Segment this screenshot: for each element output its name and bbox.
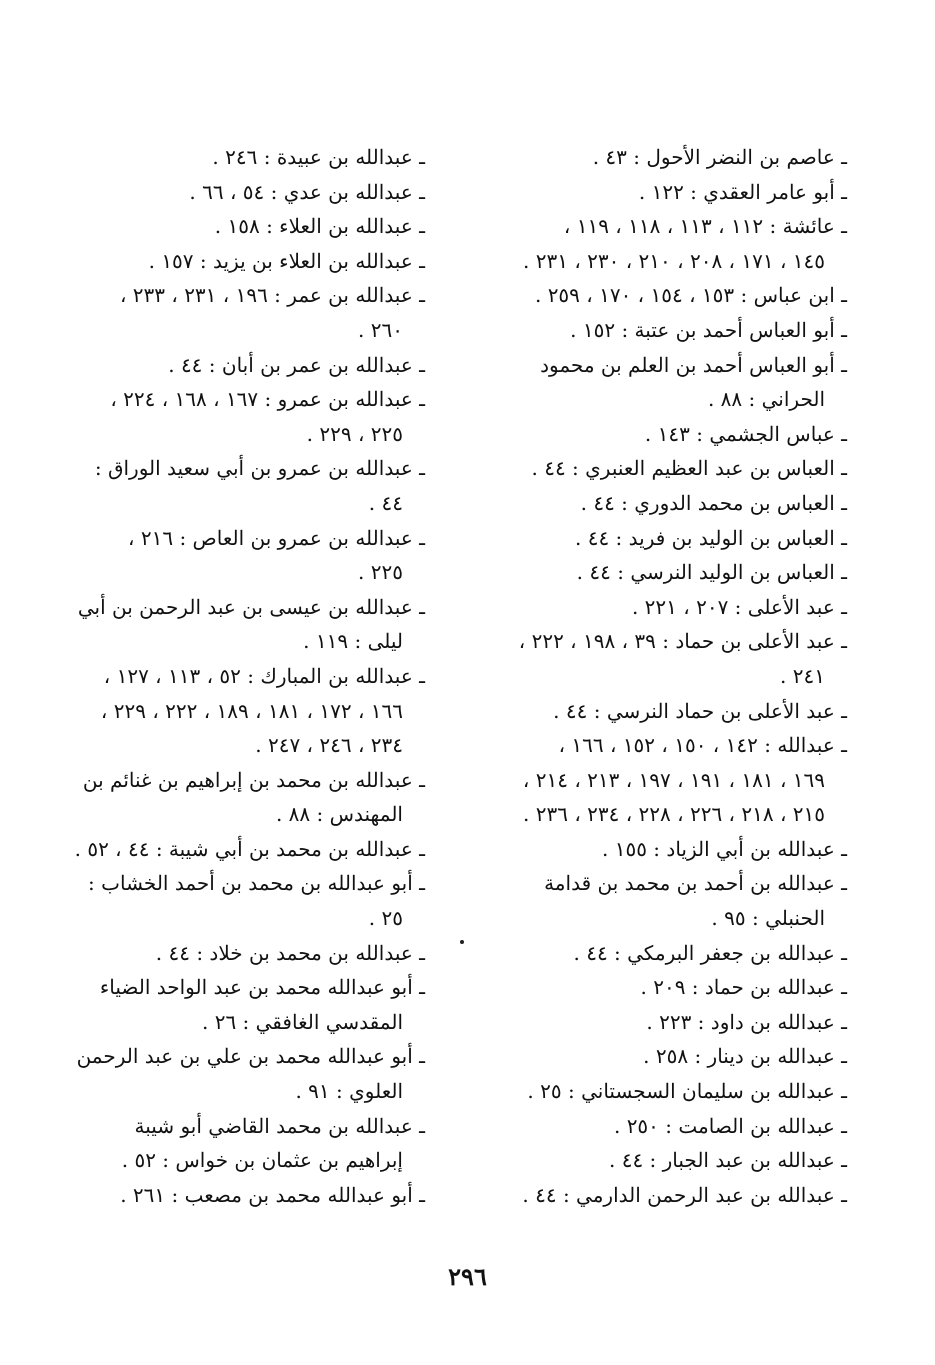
index-entry-line: ـ عبدالله بن محمد بن أبي شيبة : ٤٤ ، ٥٢ . <box>74 836 425 861</box>
index-entry <box>487 486 847 521</box>
index-entry-line: ـ عبدالله بن داود : ٢٢٣ . <box>646 1009 847 1034</box>
index-entry-continuation: إبراهيم بن عثمان بن خواس : ٥٢ . <box>121 1148 403 1173</box>
index-entry <box>77 590 425 659</box>
index-entry-continuation: ١٤٥ ، ١٧١ ، ٢٠٨ ، ٢١٠ ، ٢٣٠ ، ٢٣١ . <box>523 248 825 273</box>
index-entry-continuation: الحنبلي : ٩٥ . <box>711 906 825 931</box>
index-entry-line: ـ أبو عبدالله محمد بن مصعب : ٢٦١ . <box>120 1182 425 1207</box>
index-entry-line: ـ العباس بن الوليد النرسي : ٤٤ . <box>576 560 847 585</box>
index-entry <box>487 1039 847 1074</box>
index-entry-line: ـ عبدالله بن العلاء بن يزيد : ١٥٧ . <box>148 248 425 273</box>
index-entry <box>487 694 847 729</box>
index-entry <box>487 590 847 625</box>
index-entry-line: ـ عبدالله بن عبد الجبار : ٤٤ . <box>608 1148 847 1173</box>
index-entry-line: ـ أبو العباس أحمد بن العلم بن محمود <box>540 352 847 377</box>
index-entry-line: ـ عبدالله بن عمر : ١٩٦ ، ٢٣١ ، ٢٣٣ ، <box>119 283 425 308</box>
index-entry-continuation: ليلى : ١١٩ . <box>303 629 403 654</box>
index-entry-line: ـ عبدالله بن عدي : ٥٤ ، ٦٦ . <box>189 179 425 204</box>
index-entry-line: ـ عبدالله بن أحمد بن محمد بن قدامة <box>544 871 847 896</box>
index-entry-continuation: ٢٦٠ . <box>358 317 403 342</box>
index-entry <box>487 521 847 556</box>
index-entry-line: ـ عباس الجشمي : ١٤٣ . <box>644 421 847 446</box>
index-entry-line: ـ عبدالله بن عمرو بن أبي سعيد الوراق : <box>94 456 425 481</box>
index-entry <box>487 1109 847 1144</box>
index-entry <box>80 1178 425 1213</box>
index-entry-line: ـ عبدالله بن عمرو : ١٦٧ ، ١٦٨ ، ٢٢٤ ، <box>110 387 425 412</box>
index-entry <box>80 936 425 971</box>
index-entry-line: ـ عبدالله بن جعفر البرمكي : ٤٤ . <box>573 940 847 965</box>
index-entry <box>487 936 847 971</box>
index-entry-line: ـ أبو عبدالله محمد بن علي بن عبد الرحمن <box>76 1044 425 1069</box>
index-entry <box>487 175 847 210</box>
index-entry-line: ـ أبو عبدالله بن محمد بن أحمد الخشاب : <box>88 871 425 896</box>
index-entry <box>487 451 847 486</box>
index-entry <box>80 140 425 175</box>
stray-dot <box>460 940 464 944</box>
index-entry-line: ـ أبو عامر العقدي : ١٢٢ . <box>638 179 847 204</box>
index-entry-continuation: ٢٤١ . <box>780 663 825 688</box>
index-entry-line: ـ عبد الأعلى بن حماد : ٣٩ ، ١٩٨ ، ٢٢٢ ، <box>518 629 847 654</box>
index-entry-line: ـ عبدالله بن حماد : ٢٠٩ . <box>640 975 847 1000</box>
index-entry-line: ـ عبد الأعلى : ٢٠٧ ، ٢٢١ . <box>631 594 847 619</box>
index-entry <box>487 866 847 935</box>
index-entry-line: ـ عبدالله : ١٤٢ ، ١٥٠ ، ١٥٢ ، ١٦٦ ، <box>558 733 847 758</box>
index-column-left <box>74 140 425 1212</box>
index-entry <box>80 659 425 763</box>
index-entry <box>487 1143 847 1178</box>
index-entry-line: ـ عبدالله بن العلاء : ١٥٨ . <box>214 214 425 239</box>
index-entry <box>487 313 847 348</box>
index-entry-line: ـ عبد الأعلى بن حماد النرسي : ٤٤ . <box>553 698 847 723</box>
index-entry-continuation: ٢٢٥ . <box>358 560 403 585</box>
index-entry-continuation: ١٦٦ ، ١٧٢ ، ١٨١ ، ١٨٩ ، ٢٢٢ ، ٢٢٩ ، <box>100 698 403 723</box>
index-entry-continuation: ٢٣٤ ، ٢٤٦ ، ٢٤٧ . <box>255 733 403 758</box>
index-entry-line: ـ عبدالله بن عبد الرحمن الدارمي : ٤٤ . <box>522 1182 847 1207</box>
index-entry <box>80 209 425 244</box>
index-entry-continuation: العلوي : ٩١ . <box>295 1079 403 1104</box>
index-entry <box>487 278 847 313</box>
index-entry <box>487 348 847 417</box>
index-entry-line: ـ عبدالله بن دينار : ٢٥٨ . <box>643 1044 847 1069</box>
index-entry-line: ـ عبدالله بن الصامت : ٢٥٠ . <box>613 1113 847 1138</box>
index-entry-line: ـ عاصم بن النضر الأحول : ٤٣ . <box>592 145 847 169</box>
index-entry-line: ـ أبو عبدالله محمد بن عبد الواحد الضياء <box>99 975 425 1000</box>
index-entry-line: ـ العباس بن عبد العظيم العنبري : ٤٤ . <box>531 456 847 481</box>
index-entry <box>80 348 425 383</box>
index-entry-continuation: ٢٢٥ ، ٢٢٩ . <box>306 421 403 446</box>
index-entry-continuation: ٤٤ . <box>368 490 403 515</box>
index-entry-continuation: الحراني : ٨٨ . <box>707 387 825 412</box>
index-entry-line: ـ عبدالله بن عيسى بن عبد الرحمن بن أبي <box>77 594 425 619</box>
index-entry <box>487 1005 847 1040</box>
index-entry-line: ـ العباس بن الوليد بن فريد : ٤٤ . <box>575 525 847 550</box>
index-entry <box>74 832 425 867</box>
index-entry <box>80 1109 425 1178</box>
index-entry <box>487 417 847 452</box>
index-entry-line: ـ ابن عباس : ١٥٣ ، ١٥٤ ، ١٧٠ ، ٢٥٩ . <box>534 283 847 308</box>
index-entry <box>487 970 847 1005</box>
index-entry <box>487 1178 847 1213</box>
index-entry <box>80 382 425 451</box>
index-entry <box>76 1039 425 1108</box>
index-entry <box>80 763 425 832</box>
index-entry <box>487 209 847 278</box>
index-entry-line: ـ عبدالله بن محمد بن إبراهيم بن غنائم بن <box>82 767 425 792</box>
index-entry <box>80 244 425 279</box>
index-entry <box>80 175 425 210</box>
index-entry-continuation: ١٦٩ ، ١٨١ ، ١٩١ ، ١٩٧ ، ٢١٣ ، ٢١٤ ، <box>522 767 825 792</box>
index-entry-continuation: المهندس : ٨٨ . <box>275 802 403 827</box>
index-entry-continuation: ٢١٥ ، ٢١٨ ، ٢٢٦ ، ٢٢٨ ، ٢٣٤ ، ٢٣٦ . <box>523 802 825 827</box>
index-entry <box>487 728 847 832</box>
index-entry <box>487 624 847 693</box>
index-entry <box>80 866 425 935</box>
index-entry <box>80 521 425 590</box>
index-entry-line: ـ عبدالله بن أبي الزياد : ١٥٥ . <box>602 836 847 861</box>
index-entry <box>487 832 847 867</box>
index-entry-line: ـ عبدالله بن المبارك : ٥٢ ، ١١٣ ، ١٢٧ ، <box>103 663 425 688</box>
index-entry-line: ـ أبو العباس أحمد بن عتبة : ١٥٢ . <box>570 317 847 342</box>
index-entry-line: ـ عبدالله بن عبيدة : ٢٤٦ . <box>212 145 425 169</box>
index-entry <box>80 278 425 347</box>
index-entry <box>487 1074 847 1109</box>
index-entry-line: ـ عبدالله بن عمرو بن العاص : ٢١٦ ، <box>128 525 425 550</box>
page-number: ٢٩٦ <box>448 1262 487 1291</box>
index-column-right <box>487 140 847 1212</box>
index-entry-line: ـ عبدالله بن عمر بن أبان : ٤٤ . <box>168 352 425 377</box>
index-entry-line: ـ عائشة : ١١٢ ، ١١٣ ، ١١٨ ، ١١٩ ، <box>563 214 847 239</box>
index-entry-continuation: المقدسي الغافقي : ٢٦ . <box>201 1009 403 1034</box>
index-entry-line: ـ عبدالله بن محمد بن خلاد : ٤٤ . <box>155 940 425 965</box>
index-entry <box>80 970 425 1039</box>
index-entry <box>487 140 847 175</box>
index-entry <box>487 555 847 590</box>
index-entry <box>80 451 425 520</box>
index-entry-line: ـ عبدالله بن سليمان السجستاني : ٢٥ . <box>527 1079 847 1104</box>
index-entry-line: ـ العباس بن محمد الدوري : ٤٤ . <box>580 490 847 515</box>
index-entry-line: ـ عبدالله بن محمد القاضي أبو شيبة <box>134 1113 425 1138</box>
index-entry-continuation: ٢٥ . <box>368 906 403 931</box>
